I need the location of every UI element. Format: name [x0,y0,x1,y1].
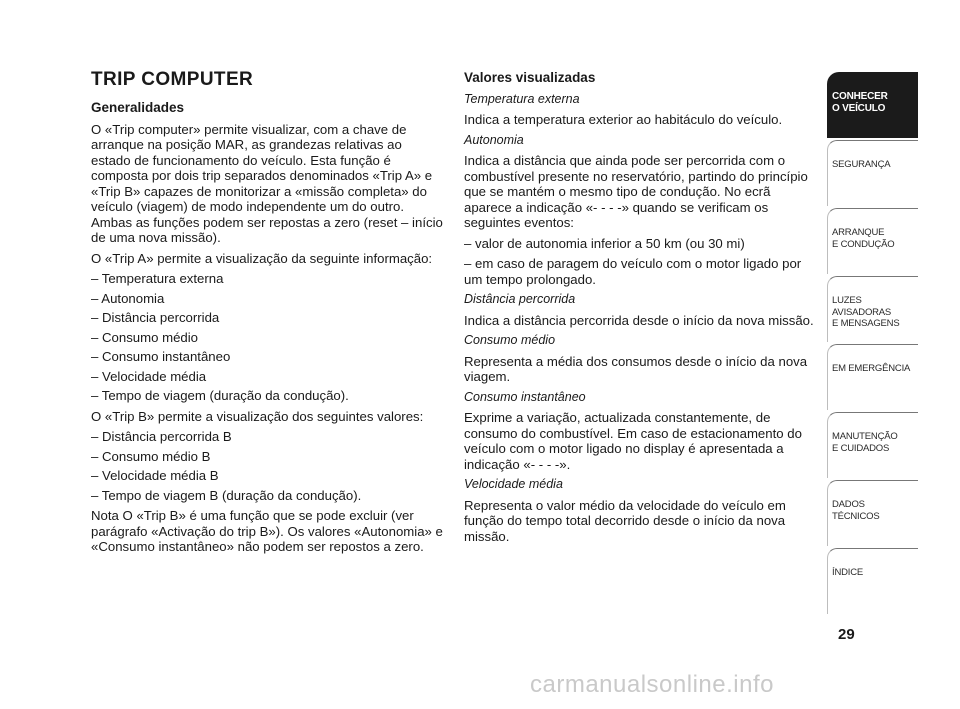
list-item: – Tempo de viagem (duração da condução). [91,388,349,403]
list-item: – Consumo instantâneo [91,349,231,364]
chapter-tab-label: AVISADORAS [832,306,892,318]
subsection-heading: Consumo médio [464,333,556,347]
chapter-tab-label: ÍNDICE [832,567,863,578]
subsection-paragraph: Representa a média dos consumos desde o início da nova viagem. [464,353,808,384]
paragraph-trip-a: O «Trip A» permite a visualização da seguinte informação: [91,250,433,266]
chapter-tab-label: EM EMERGÊNCIA [832,363,911,374]
subsection-heading: Consumo instantâneo [464,389,586,404]
paragraph-note: Nota O «Trip B» é uma função que se pode excluir (ver parágrafo «Activação do trip B»). Os valores «Autonomia» e «Consumo instantâneo» não podem ser repostos a zero. [91,508,443,554]
chapter-tab[interactable] [827,344,918,410]
section-heading-valores: Valores visualizadas [464,70,596,85]
subsection-heading: Distância percorrida [464,292,576,306]
chapter-tab-label: E MENSAGENS [832,318,900,329]
list-item: – Distância percorrida [91,310,220,325]
subsection-heading: Temperatura externa [464,91,580,106]
subsection-paragraph: – em caso de paragem do veículo com o motor ligado por um tempo prolongado. [464,256,802,287]
subsection-heading: Autonomia [464,132,524,147]
chapter-tab-label: E CUIDADOS [832,442,890,454]
chapter-tabs [827,72,918,616]
section-heading-generalidades: Generalidades [91,100,185,115]
page-number: 29 [838,626,855,643]
subsection-heading: Velocidade média [464,477,563,491]
chapter-tab[interactable] [827,480,918,546]
subsection-paragraph: Indica a distância percorrida desde o início da nova missão. [464,312,814,328]
list-item: – Distância percorrida B [91,429,232,444]
chapter-tab-label: CONHECER [832,91,888,102]
left-column [91,70,443,560]
list-item: – Temperatura externa [91,271,224,286]
chapter-tab[interactable] [827,72,918,138]
trip-a-list [91,271,443,404]
chapter-tab[interactable] [827,412,918,478]
chapter-tab-label: SEGURANÇA [832,159,891,170]
chapter-tab-label: LUZES [832,295,862,306]
right-column [464,70,814,549]
paragraph-intro: O «Trip computer» permite visualizar, com a chave de arranque na posição MAR, as grandezas relativas ao estado de funcionamento do veículo. Esta função é composta por dois trip separados denominados «Trip A» e «Trip B» capazes de monitorizar a «missão completa» do veículo (viagem) de modo independente um do outro. Ambas as funções podem ser repostas a zero (reset – início de uma nova missão). [91,121,443,245]
chapter-tab[interactable] [827,276,918,342]
paragraph-trip-b: O «Trip B» permite a visualização dos seguintes valores: [91,408,424,424]
page-title: TRIP COMPUTER [91,69,254,90]
trip-b-list [91,429,443,503]
subsection-paragraph: Representa o valor médio da velocidade do veículo em função do tempo total decorrido desde o início da nova missão. [464,497,786,544]
watermark: carmanualsonline.info [530,671,774,698]
list-item: – Velocidade média [91,368,207,384]
value-sections [464,92,814,545]
chapter-tab[interactable] [827,548,918,614]
list-item: – Tempo de viagem B (duração da condução). [91,487,362,503]
chapter-tab[interactable] [827,208,918,274]
list-item: – Consumo médio B [91,448,211,464]
list-item: – Velocidade média B [91,468,219,483]
chapter-tab-label: MANUTENÇÃO [832,431,898,442]
list-item: – Autonomia [91,290,165,306]
chapter-tab-label: DADOS [832,499,865,510]
chapter-tab-label: O VEÍCULO [832,102,886,114]
subsection-paragraph: – valor de autonomia inferior a 50 km (ou 30 mi) [464,235,745,251]
chapter-tab-label: ARRANQUE [832,227,885,238]
subsection-paragraph: Indica a temperatura exterior ao habitáculo do veículo. [464,112,783,127]
chapter-tab-label: TÉCNICOS [832,510,880,522]
chapter-tab-label: E CONDUÇÃO [832,238,895,250]
list-item: – Consumo médio [91,329,199,345]
chapter-tab[interactable] [827,140,918,206]
subsection-paragraph: Exprime a variação, actualizada constantemente, de consumo do combustível. Em caso de estacionamento do veículo com o motor ligado no display é apresentada a indicação «- - - -». [464,410,802,472]
subsection-paragraph: Indica a distância que ainda pode ser percorrida com o combustível presente no reservatório, partindo do princípio que se mantém o mesmo tipo de condução. No ecrã aparece a indicação «- - - -» quando se verificam os seguintes eventos: [464,153,808,230]
